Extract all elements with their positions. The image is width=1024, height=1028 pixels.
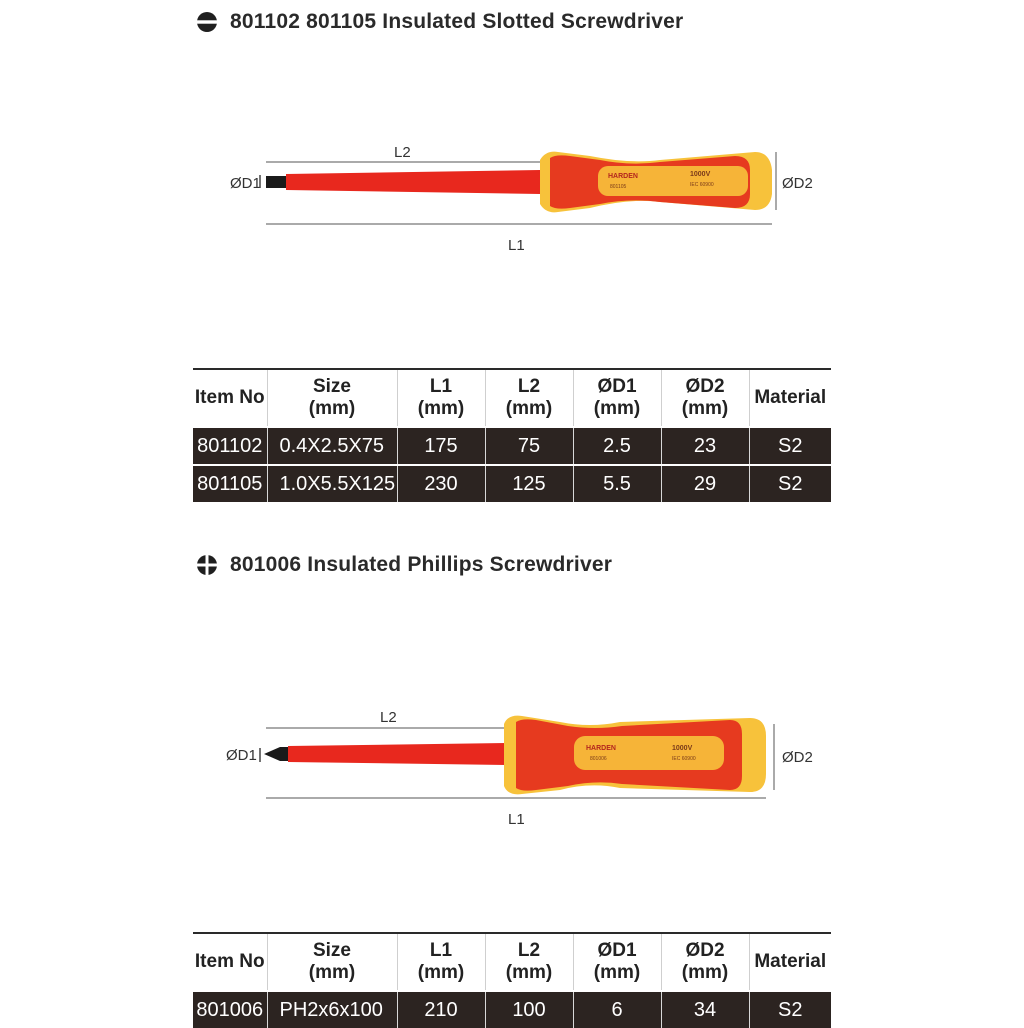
section-title-text: 801006 Insulated Phillips Screwdriver bbox=[230, 553, 613, 576]
cell-item-no: 801102 bbox=[193, 427, 267, 465]
handle-standard-text: IEC 60900 bbox=[672, 756, 696, 762]
table-row bbox=[193, 465, 831, 502]
table-header-row bbox=[193, 369, 831, 427]
header-d1: ØD1 (mm) bbox=[573, 933, 661, 991]
cell-l1: 175 bbox=[397, 427, 485, 465]
cell-l2: 125 bbox=[485, 465, 573, 502]
header-item-no: Item No bbox=[193, 933, 267, 991]
header-material: Material bbox=[749, 933, 831, 991]
header-item-no: Item No bbox=[193, 369, 267, 427]
cell-material: S2 bbox=[749, 465, 831, 502]
header-d1: ØD1 (mm) bbox=[573, 369, 661, 427]
header-l1: L1 (mm) bbox=[397, 933, 485, 991]
dim-l1-label: L1 bbox=[508, 811, 525, 828]
cell-d1: 6 bbox=[573, 991, 661, 1028]
dim-d1-label: ØD1 bbox=[230, 175, 261, 192]
header-d2: ØD2 (mm) bbox=[661, 369, 749, 427]
cell-l1: 230 bbox=[397, 465, 485, 502]
cell-size: PH2x6x100 bbox=[267, 991, 397, 1028]
cell-l1: 210 bbox=[397, 991, 485, 1028]
spec-table-slotted bbox=[193, 368, 831, 502]
handle-brand-text: HARDEN bbox=[608, 173, 638, 180]
dim-l2-label: L2 bbox=[394, 144, 411, 161]
cell-d1: 2.5 bbox=[573, 427, 661, 465]
header-l2: L2 (mm) bbox=[485, 369, 573, 427]
slotted-head-icon bbox=[196, 11, 218, 33]
dim-l1-label: L1 bbox=[508, 237, 525, 254]
table-header-row bbox=[193, 933, 831, 991]
section-title-phillips bbox=[196, 553, 612, 577]
cell-item-no: 801006 bbox=[193, 991, 267, 1028]
dim-d2-label: ØD2 bbox=[782, 175, 813, 192]
header-l1: L1 (mm) bbox=[397, 369, 485, 427]
cell-material: S2 bbox=[749, 991, 831, 1028]
phillips-head-icon bbox=[196, 554, 218, 576]
table-row bbox=[193, 427, 831, 465]
dim-l2-label: L2 bbox=[380, 709, 397, 726]
cell-l2: 75 bbox=[485, 427, 573, 465]
handle-standard-text: IEC 60900 bbox=[690, 182, 714, 188]
header-l2: L2 (mm) bbox=[485, 933, 573, 991]
cell-size: 0.4X2.5X75 bbox=[267, 427, 397, 465]
handle-code-text: 801105 bbox=[610, 184, 627, 190]
dim-d2-label: ØD2 bbox=[782, 749, 813, 766]
header-material: Material bbox=[749, 369, 831, 427]
header-size: Size (mm) bbox=[267, 933, 397, 991]
handle-voltage-text: 1000V bbox=[690, 171, 711, 178]
cell-d2: 29 bbox=[661, 465, 749, 502]
header-d2: ØD2 (mm) bbox=[661, 933, 749, 991]
section-title-slotted bbox=[196, 10, 683, 34]
cell-d2: 34 bbox=[661, 991, 749, 1028]
phillips-screwdriver-drawing bbox=[190, 700, 840, 830]
slotted-screwdriver-drawing bbox=[190, 130, 840, 260]
cell-item-no: 801105 bbox=[193, 465, 267, 502]
cell-d1: 5.5 bbox=[573, 465, 661, 502]
spec-table-phillips bbox=[193, 932, 831, 1028]
table-row bbox=[193, 991, 831, 1028]
dim-d1-label: ØD1 bbox=[226, 747, 257, 764]
cell-material: S2 bbox=[749, 427, 831, 465]
cell-l2: 100 bbox=[485, 991, 573, 1028]
header-size: Size (mm) bbox=[267, 369, 397, 427]
handle-brand-text: HARDEN bbox=[586, 745, 616, 752]
handle-code-text: 801006 bbox=[590, 756, 607, 762]
section-title-text: 801102 801105 Insulated Slotted Screwdriver bbox=[230, 10, 684, 33]
handle-voltage-text: 1000V bbox=[672, 745, 693, 752]
cell-d2: 23 bbox=[661, 427, 749, 465]
cell-size: 1.0X5.5X125 bbox=[267, 465, 397, 502]
